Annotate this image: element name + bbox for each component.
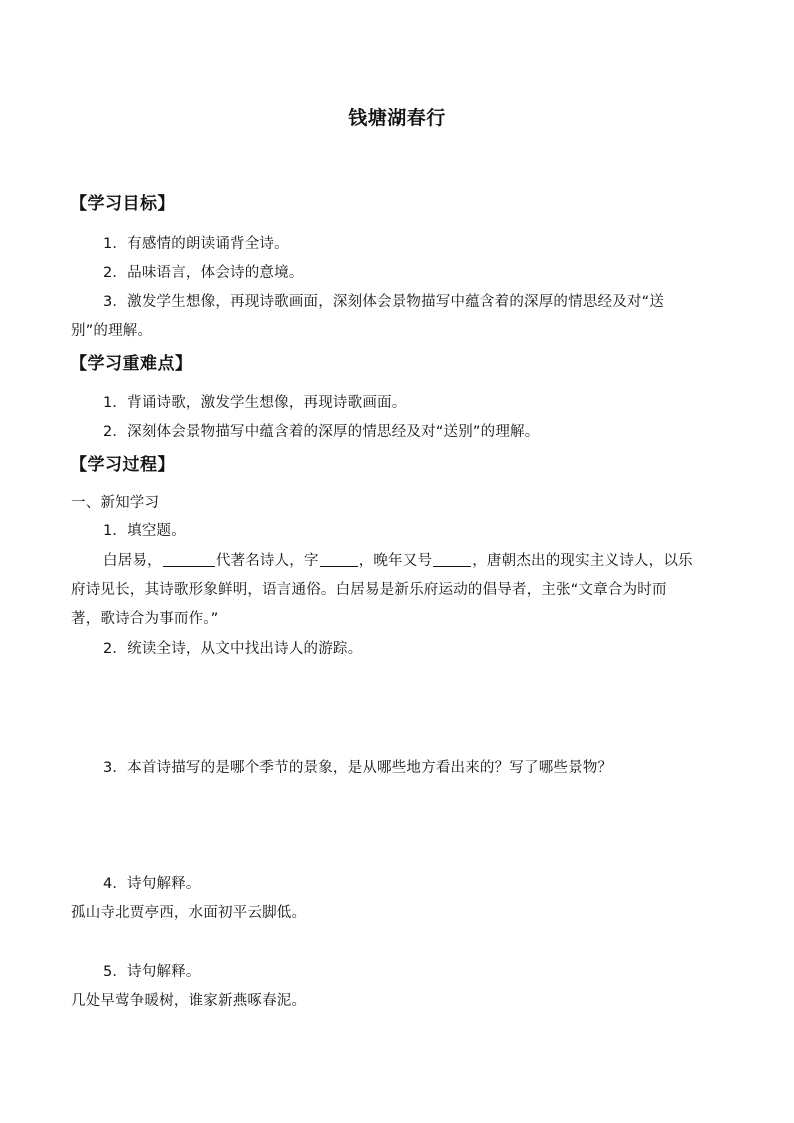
objective-item-3: 3．激发学生想像，再现诗歌画面，深刻体会景物描写中蕴含着的深厚的情思经及对“送 bbox=[103, 294, 665, 310]
objective-item-3-cont: 别”的理解。 bbox=[71, 323, 153, 339]
key-points-heading: 【学习重难点】 bbox=[70, 354, 193, 374]
fill-blank-courtesy-name[interactable] bbox=[320, 550, 358, 567]
objectives-heading: 【学习目标】 bbox=[70, 194, 175, 214]
q1-text-a: 白居易， bbox=[103, 553, 162, 569]
key-point-item-2: 2．深刻体会景物描写中蕴含着的深厚的情思经及对“送别”的理解。 bbox=[103, 424, 540, 440]
page-title: 钱塘湖春行 bbox=[348, 107, 446, 129]
q2-label: 2．统读全诗，从文中找出诗人的游踪。 bbox=[103, 641, 363, 657]
objective-item-2: 2．品味语言，体会诗的意境。 bbox=[103, 265, 304, 281]
part1-label: 一、新知学习 bbox=[71, 495, 160, 511]
fill-blank-dynasty[interactable] bbox=[163, 550, 215, 567]
fill-blank-late-name[interactable] bbox=[433, 550, 471, 567]
q1-text-b: 代著名诗人，字 bbox=[215, 553, 319, 569]
q3-label: 3．本首诗描写的是哪个季节的景象，是从哪些地方看出来的？写了哪些景物？ bbox=[103, 760, 613, 776]
q1-text-d: ，唐朝杰出的现实主义诗人，以乐 bbox=[472, 553, 693, 569]
q4-label: 4．诗句解释。 bbox=[103, 876, 201, 892]
q1-text-line3: 著，歌诗合为事而作。” bbox=[71, 611, 219, 627]
q1-text-line2: 府诗见长，其诗歌形象鲜明，语言通俗。白居易是新乐府运动的倡导者，主张“文章合为时而 bbox=[71, 582, 667, 598]
q1-label: 1．填空题。 bbox=[103, 523, 186, 539]
q4-verse: 孤山寺北贾亭西，水面初平云脚低。 bbox=[71, 905, 307, 921]
q1-text-c: ，晚年又号 bbox=[358, 553, 433, 569]
process-heading: 【学习过程】 bbox=[70, 455, 175, 475]
key-point-item-1: 1．背诵诗歌，激发学生想像，再现诗歌画面。 bbox=[103, 395, 407, 411]
q5-verse: 几处早莺争暖树，谁家新燕啄春泥。 bbox=[71, 993, 307, 1009]
objective-item-1: 1．有感情的朗读诵背全诗。 bbox=[103, 236, 289, 252]
q5-label: 5．诗句解释。 bbox=[103, 964, 201, 980]
q1-fill-line bbox=[103, 549, 693, 570]
